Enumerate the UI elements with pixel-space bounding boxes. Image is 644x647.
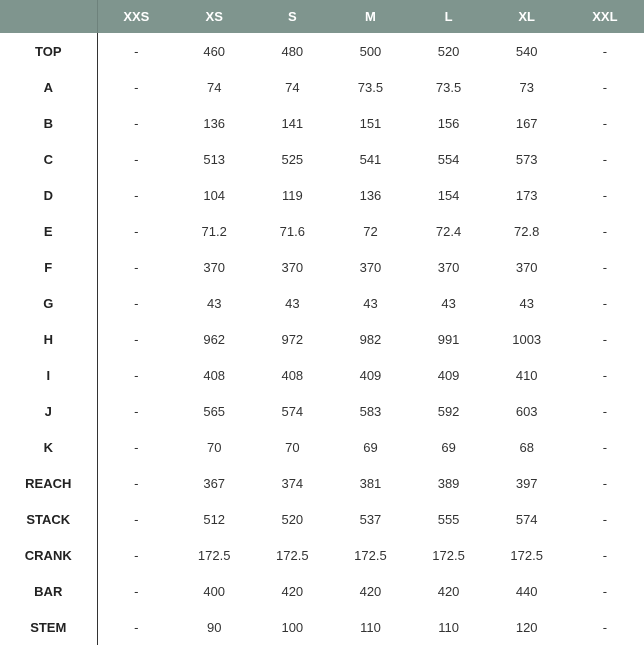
- table-cell: 104: [203, 187, 226, 203]
- table-row: [0, 69, 644, 105]
- row-label: BAR: [0, 573, 97, 609]
- table-cell: 370: [515, 259, 538, 275]
- table-cell: 136: [359, 187, 382, 203]
- row-label: K: [0, 429, 97, 465]
- table-cell: 440: [515, 583, 538, 599]
- table-cell: 408: [203, 367, 226, 383]
- table-cell: 370: [281, 259, 304, 275]
- table-cell: -: [602, 223, 608, 239]
- table-cell: 70: [206, 439, 222, 455]
- table-cell: 43: [285, 295, 300, 311]
- row-label: REACH: [0, 465, 97, 501]
- table-row: [0, 141, 644, 177]
- table-cell: 409: [437, 367, 460, 383]
- table-cell: 156: [437, 115, 460, 131]
- table-cell: 400: [203, 583, 226, 599]
- table-cell: -: [134, 187, 139, 203]
- table-cell: 972: [281, 331, 304, 347]
- table-cell: 154: [437, 187, 460, 203]
- table-cell: 71.6: [279, 223, 305, 239]
- table-cell: 72.4: [435, 223, 462, 239]
- table-cell: -: [134, 259, 139, 275]
- table-cell: 397: [515, 475, 538, 491]
- column-header-xxs: XXS: [123, 9, 150, 24]
- row-label: E: [0, 213, 97, 249]
- table-cell: 574: [281, 403, 304, 419]
- row-label: C: [0, 141, 97, 177]
- table-cell: -: [602, 331, 608, 347]
- table-cell: -: [602, 367, 608, 383]
- table-cell: 120: [515, 619, 538, 635]
- header-row: [0, 0, 644, 33]
- table-cell: -: [134, 511, 139, 527]
- table-cell: -: [602, 583, 608, 599]
- table-cell: 172.5: [432, 547, 465, 563]
- table-cell: -: [602, 259, 608, 275]
- table-cell: -: [134, 619, 139, 635]
- table-cell: 370: [203, 259, 226, 275]
- table-cell: -: [134, 403, 139, 419]
- table-cell: -: [134, 367, 139, 383]
- row-label: STEM: [0, 609, 97, 645]
- table-cell: -: [602, 187, 608, 203]
- table-row: [0, 249, 644, 285]
- column-header-m: M: [365, 9, 376, 24]
- table-row: [0, 537, 644, 573]
- table-cell: 1003: [512, 331, 542, 347]
- table-cell: 512: [203, 511, 226, 527]
- table-cell: -: [602, 43, 608, 59]
- table-cell: 71.2: [201, 223, 227, 239]
- row-label: A: [0, 69, 97, 105]
- row-label: CRANK: [0, 537, 97, 573]
- table-cell: -: [134, 331, 139, 347]
- table-cell: -: [134, 43, 139, 59]
- column-header-xxl: XXL: [592, 9, 618, 24]
- table-cell: -: [134, 115, 139, 131]
- table-cell: -: [602, 439, 608, 455]
- table-row: [0, 105, 644, 141]
- table-cell: 603: [515, 403, 538, 419]
- table-cell: -: [602, 295, 608, 311]
- table-cell: 537: [359, 511, 382, 527]
- table-cell: 100: [281, 619, 304, 635]
- table-cell: 141: [281, 115, 304, 131]
- table-cell: 72.8: [514, 223, 540, 239]
- table-cell: -: [602, 79, 608, 95]
- row-label: F: [0, 249, 97, 285]
- table-cell: 72: [363, 223, 378, 239]
- table-cell: 167: [515, 115, 538, 131]
- row-label: I: [0, 357, 97, 393]
- table-cell: 73.5: [435, 79, 462, 95]
- table-cell: -: [134, 547, 139, 563]
- table-cell: -: [602, 475, 608, 491]
- table-cell: 370: [437, 259, 460, 275]
- table-row: [0, 321, 644, 357]
- row-label: H: [0, 321, 97, 357]
- table-row: [0, 213, 644, 249]
- table-cell: 110: [438, 619, 459, 635]
- table-cell: 173: [515, 187, 538, 203]
- table-cell: 420: [359, 583, 382, 599]
- row-label: B: [0, 105, 97, 141]
- table-cell: 110: [360, 619, 381, 635]
- table-cell: 460: [203, 43, 226, 59]
- table-cell: 43: [363, 295, 378, 311]
- table-cell: 70: [285, 439, 300, 455]
- table-cell: 69: [363, 439, 378, 455]
- table-row: [0, 357, 644, 393]
- table-cell: 991: [437, 331, 460, 347]
- table-cell: 73.5: [357, 79, 384, 95]
- table-cell: -: [602, 547, 608, 563]
- table-cell: 513: [203, 151, 226, 167]
- table-cell: 381: [359, 475, 382, 491]
- header-corner-cell: [0, 0, 97, 33]
- table-cell: 525: [281, 151, 304, 167]
- table-cell: 410: [515, 367, 538, 383]
- table-cell: 565: [203, 403, 226, 419]
- table-cell: 540: [515, 43, 538, 59]
- table-cell: 573: [515, 151, 538, 167]
- table-cell: 172.5: [354, 547, 387, 563]
- table-cell: 69: [441, 439, 456, 455]
- table-cell: 172.5: [276, 547, 309, 563]
- table-cell: 374: [281, 475, 304, 491]
- table-cell: 73: [519, 79, 534, 95]
- table-cell: 389: [437, 475, 460, 491]
- table-cell: -: [134, 475, 139, 491]
- table-cell: 554: [437, 151, 460, 167]
- table-cell: 172.5: [197, 547, 231, 563]
- table-cell: 370: [359, 259, 382, 275]
- table-cell: -: [134, 79, 139, 95]
- table-cell: 420: [281, 583, 304, 599]
- table-body: [0, 33, 644, 645]
- table-cell: 409: [359, 367, 382, 383]
- table-row: [0, 177, 644, 213]
- table-cell: 43: [441, 295, 456, 311]
- table-row: [0, 429, 644, 465]
- table-cell: -: [134, 295, 139, 311]
- table-cell: 68: [519, 439, 534, 455]
- column-header-xl: XL: [518, 9, 536, 24]
- table-cell: -: [602, 403, 608, 419]
- row-label: STACK: [0, 501, 97, 537]
- table-cell: 136: [203, 115, 226, 131]
- table-cell: -: [134, 439, 139, 455]
- table-cell: 555: [437, 511, 460, 527]
- table-cell: -: [602, 511, 608, 527]
- table-cell: 420: [437, 583, 460, 599]
- table-cell: -: [134, 583, 139, 599]
- table-cell: 962: [203, 331, 226, 347]
- column-header-xs: XS: [205, 9, 223, 24]
- table-row: [0, 609, 644, 645]
- table-cell: 583: [359, 403, 382, 419]
- table-row: [0, 33, 644, 69]
- row-label: J: [0, 393, 97, 429]
- table-cell: 982: [359, 331, 382, 347]
- table-cell: 43: [519, 295, 534, 311]
- row-label: G: [0, 285, 97, 321]
- table-cell: 74: [206, 79, 222, 95]
- table-cell: 408: [281, 367, 304, 383]
- table-row: [0, 573, 644, 609]
- table-header: [0, 0, 644, 33]
- table-cell: 541: [359, 151, 382, 167]
- table-cell: 119: [281, 187, 303, 203]
- column-header-s: S: [287, 9, 297, 24]
- table-row: [0, 501, 644, 537]
- table-cell: 43: [206, 295, 222, 311]
- table-cell: -: [602, 619, 608, 635]
- table-cell: -: [602, 115, 608, 131]
- table-cell: 480: [281, 43, 304, 59]
- table-row: [0, 285, 644, 321]
- table-cell: 520: [437, 43, 460, 59]
- table-cell: 520: [281, 511, 304, 527]
- table-cell: 367: [203, 475, 226, 491]
- table-cell: -: [602, 151, 608, 167]
- row-label: TOP: [0, 33, 97, 69]
- table-cell: 500: [359, 43, 382, 59]
- row-label: D: [0, 177, 97, 213]
- table-cell: 592: [437, 403, 460, 419]
- table-cell: 172.5: [510, 547, 543, 563]
- table-row: [0, 465, 644, 501]
- table-cell: -: [134, 223, 139, 239]
- table-cell: 151: [359, 115, 382, 131]
- table-cell: -: [134, 151, 139, 167]
- table-row: [0, 393, 644, 429]
- column-header-l: L: [444, 9, 453, 24]
- table-cell: 90: [206, 619, 222, 635]
- table-cell: 574: [515, 511, 538, 527]
- table-cell: 74: [285, 79, 300, 95]
